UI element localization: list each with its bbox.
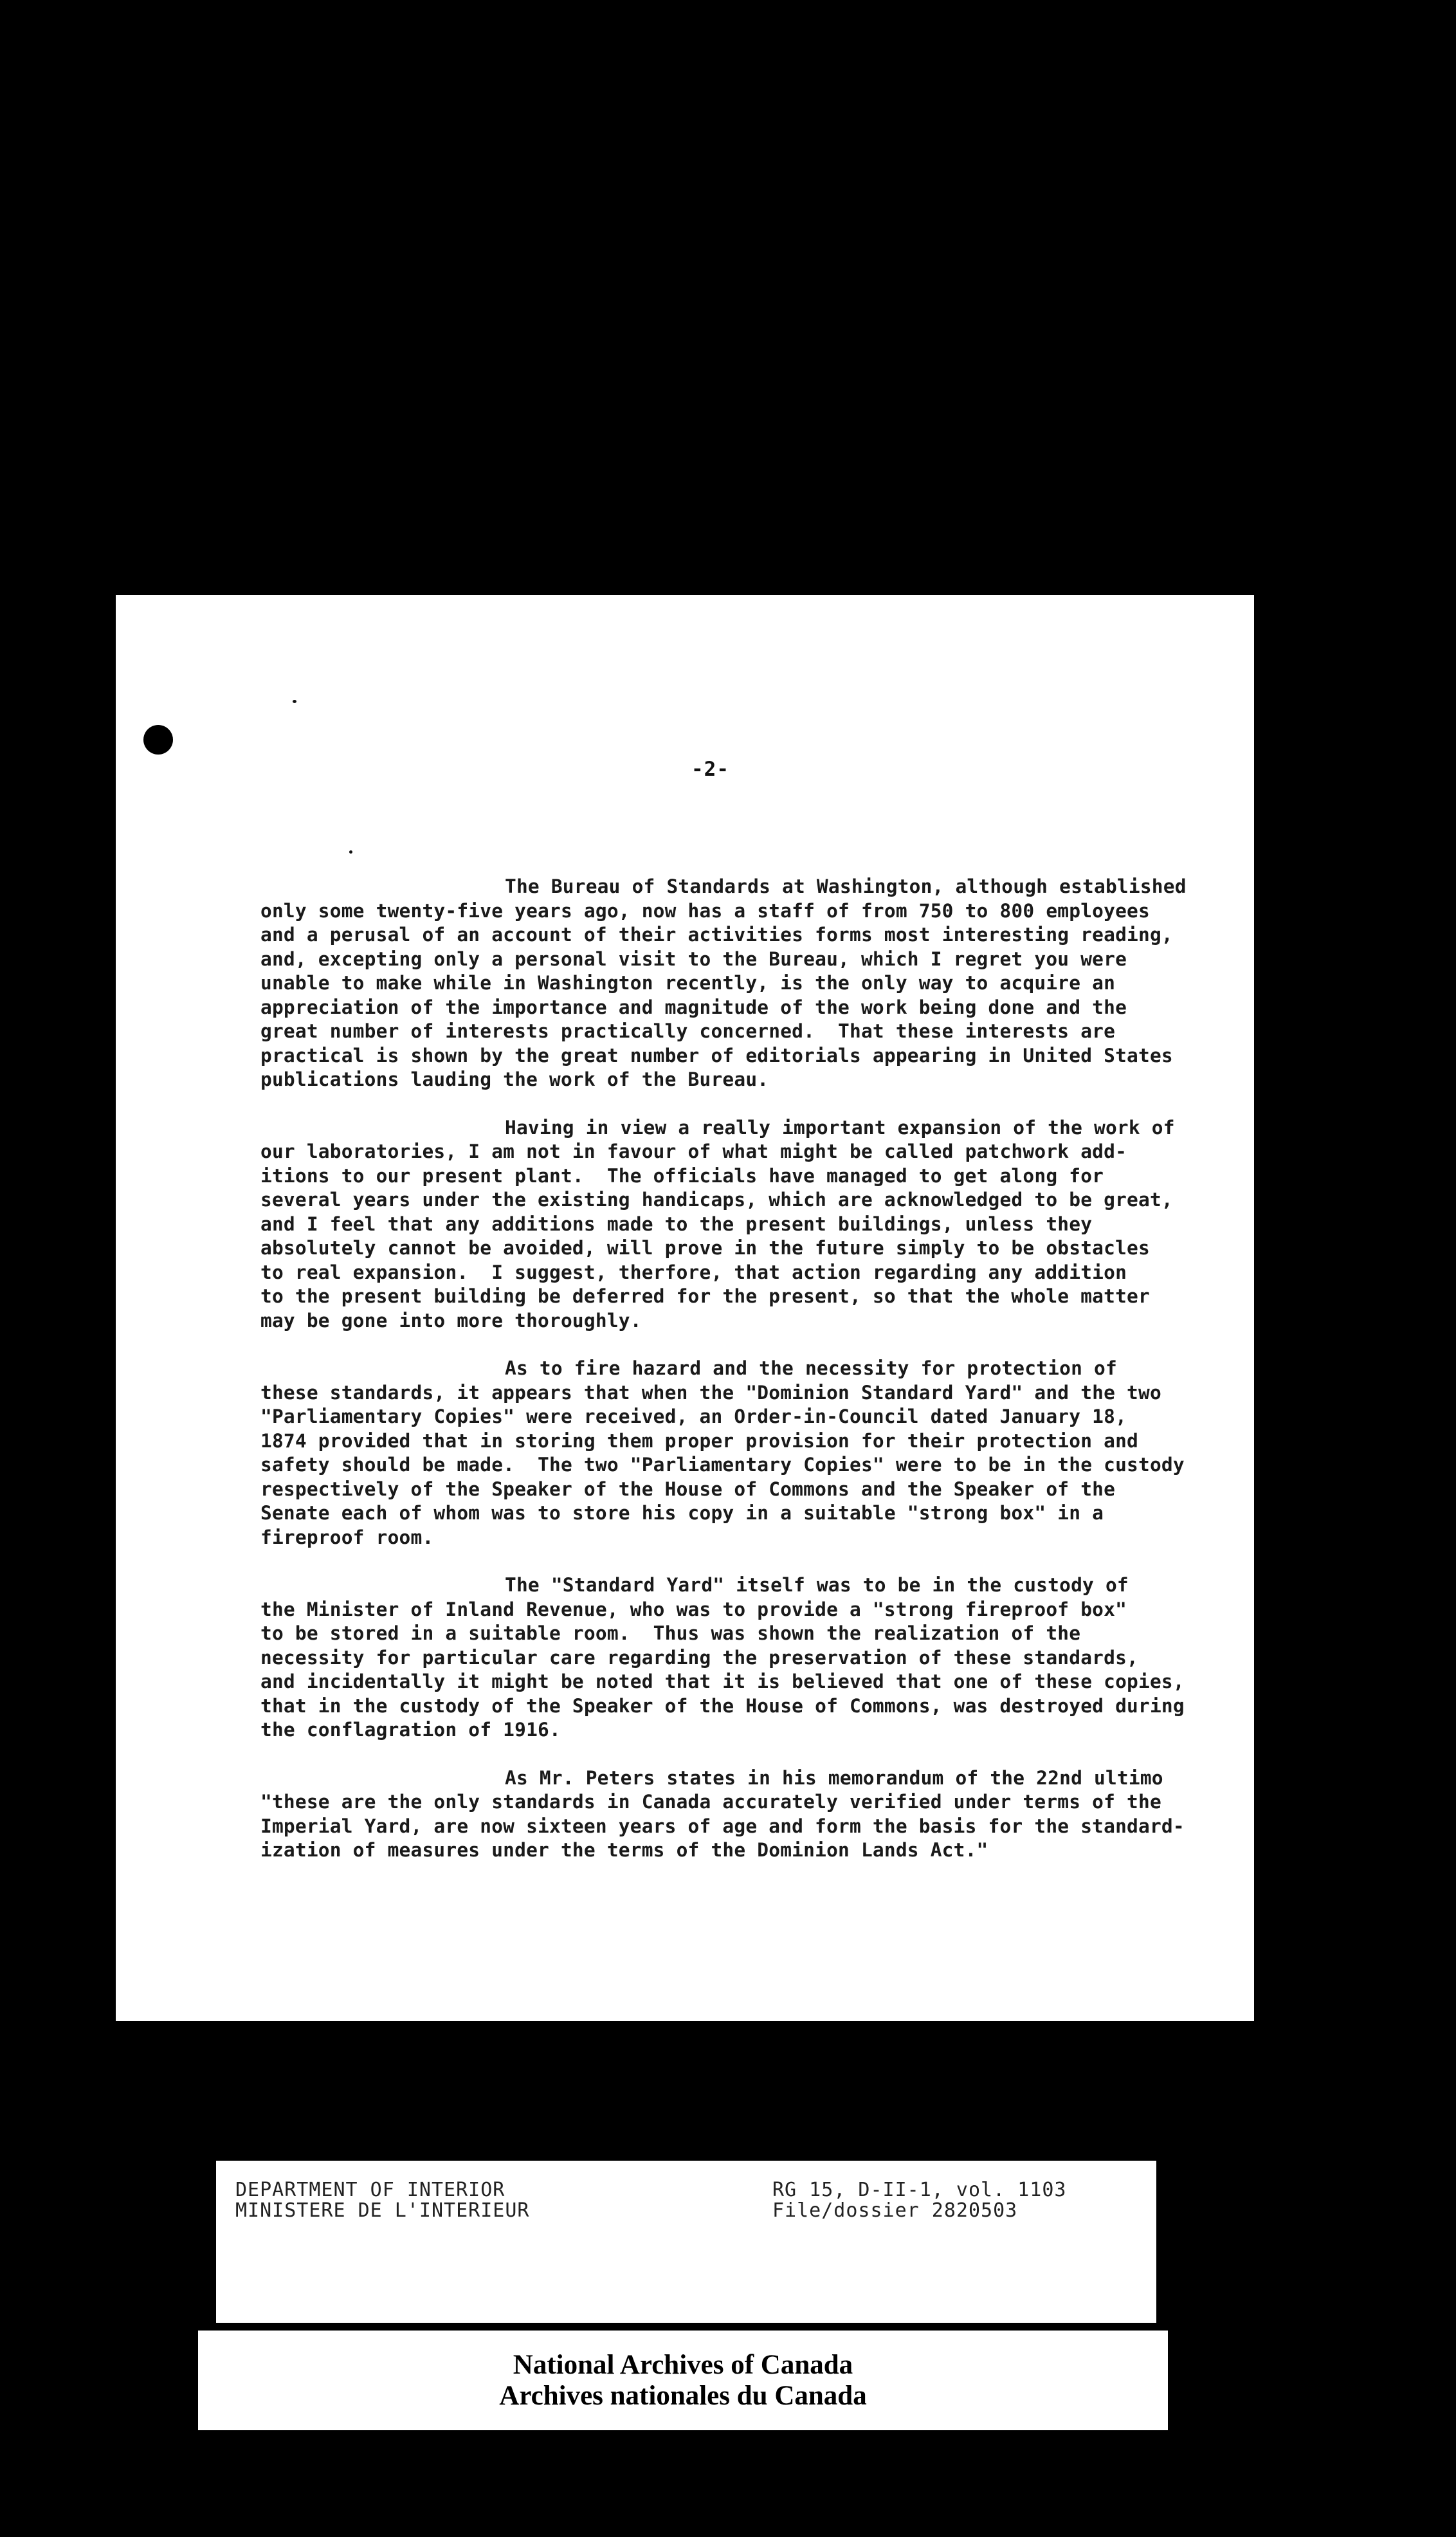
paragraph-standard-yard xyxy=(260,1573,1225,1743)
scan-speck xyxy=(349,850,352,854)
archive-reference-label xyxy=(216,2161,1156,2323)
text-line: itions to our present plant. The officials have managed to get along for xyxy=(260,1164,1104,1187)
punch-hole xyxy=(143,725,173,755)
text-line: these standards, it appears that when the "Dominion Standard Yard" and the two xyxy=(260,1381,1161,1404)
text-line: several years under the existing handicaps, which are acknowledged to be great, xyxy=(260,1189,1173,1211)
text-line: Imperial Yard, are now sixteen years of age and form the basis for the standard- xyxy=(260,1815,1185,1837)
text-line: The "Standard Yard" itself was to be in the custody of xyxy=(505,1574,1129,1596)
text-line: respectively of the Speaker of the House of Commons and the Speaker of the xyxy=(260,1478,1116,1500)
scan-speck xyxy=(293,700,296,703)
text-line: 1874 provided that in storing them proper provision for their protection and xyxy=(260,1429,1138,1452)
archive-name-banner xyxy=(198,2331,1168,2430)
text-line: ization of measures under the terms of the Dominion Lands Act." xyxy=(260,1839,988,1861)
text-line: and a perusal of an account of their activities forms most interesting reading, xyxy=(260,924,1173,946)
paragraph-bureau-of-standards xyxy=(260,875,1225,1092)
text-line: may be gone into more thoroughly. xyxy=(260,1309,642,1332)
text-line: fireproof room. xyxy=(260,1526,434,1548)
text-line: necessity for particular care regarding the preservation of these standards, xyxy=(260,1646,1138,1669)
text-line: practical is shown by the great number of editorials appearing in United States xyxy=(260,1044,1173,1067)
text-line: our laboratories, I am not in favour of what might be called patchwork add- xyxy=(260,1140,1127,1162)
text-line: only some twenty-five years ago, now has a staff of from 750 to 800 employees xyxy=(260,899,1150,922)
archive-name-english: National Archives of Canada xyxy=(513,2350,853,2380)
text-line: to the present building be deferred for the present, so that the whole matter xyxy=(260,1285,1150,1307)
paragraph-expansion xyxy=(260,1116,1225,1333)
text-line: Senate each of whom was to store his copy in a suitable "strong box" in a xyxy=(260,1502,1104,1524)
department-name xyxy=(235,2180,529,2221)
text-line: As to fire hazard and the necessity for protection of xyxy=(505,1357,1117,1379)
archive-name-french: Archives nationales du Canada xyxy=(499,2381,867,2411)
text-line: As Mr. Peters states in his memorandum of the 22nd ultimo xyxy=(505,1766,1163,1789)
text-line: Having in view a really important expansion of the work of xyxy=(505,1116,1175,1139)
text-line: appreciation of the importance and magnitude of the work being done and the xyxy=(260,996,1127,1018)
text-line: absolutely cannot be avoided, will prove in the future simply to be obstacles xyxy=(260,1237,1150,1259)
file-number: File/dossier 2820503 xyxy=(772,2199,1018,2222)
text-line: the conflagration of 1916. xyxy=(260,1719,561,1741)
text-line: to be stored in a suitable room. Thus was shown the realization of the xyxy=(260,1622,1081,1644)
paragraph-fire-hazard xyxy=(260,1357,1225,1550)
file-reference xyxy=(772,2180,1066,2221)
text-line: and, excepting only a personal visit to the Bureau, which I regret you were xyxy=(260,948,1127,970)
text-line: and I feel that any additions made to the present buildings, unless they xyxy=(260,1213,1093,1235)
text-line: the Minister of Inland Revenue, who was to provide a "strong fireproof box" xyxy=(260,1598,1127,1620)
letter-body xyxy=(260,875,1225,1887)
department-english: DEPARTMENT OF INTERIOR xyxy=(235,2179,505,2201)
paragraph-peters-memo xyxy=(260,1766,1225,1863)
text-line: to real expansion. I suggest, therfore, that action regarding any addition xyxy=(260,1261,1127,1283)
text-line: publications lauding the work of the Bureau. xyxy=(260,1068,769,1090)
text-line: The Bureau of Standards at Washington, although established xyxy=(505,875,1187,897)
page-number: -2- xyxy=(691,758,729,781)
text-line: that in the custody of the Speaker of the House of Commons, was destroyed during xyxy=(260,1694,1185,1717)
text-line: "Parliamentary Copies" were received, an Order-in-Council dated January 18, xyxy=(260,1406,1127,1427)
record-group-reference: RG 15, D-II-1, vol. 1103 xyxy=(772,2179,1067,2201)
text-line: unable to make while in Washington recently, is the only way to acquire an xyxy=(260,972,1116,994)
department-french: MINISTERE DE L'INTERIEUR xyxy=(235,2199,530,2222)
text-line: safety should be made. The two "Parliamentary Copies" were to be in the custody xyxy=(260,1454,1185,1476)
text-line: great number of interests practically concerned. That these interests are xyxy=(260,1020,1116,1042)
text-line: and incidentally it might be noted that it is believed that one of these copies, xyxy=(260,1671,1185,1692)
text-line: "these are the only standards in Canada accurately verified under terms of the xyxy=(260,1791,1161,1813)
